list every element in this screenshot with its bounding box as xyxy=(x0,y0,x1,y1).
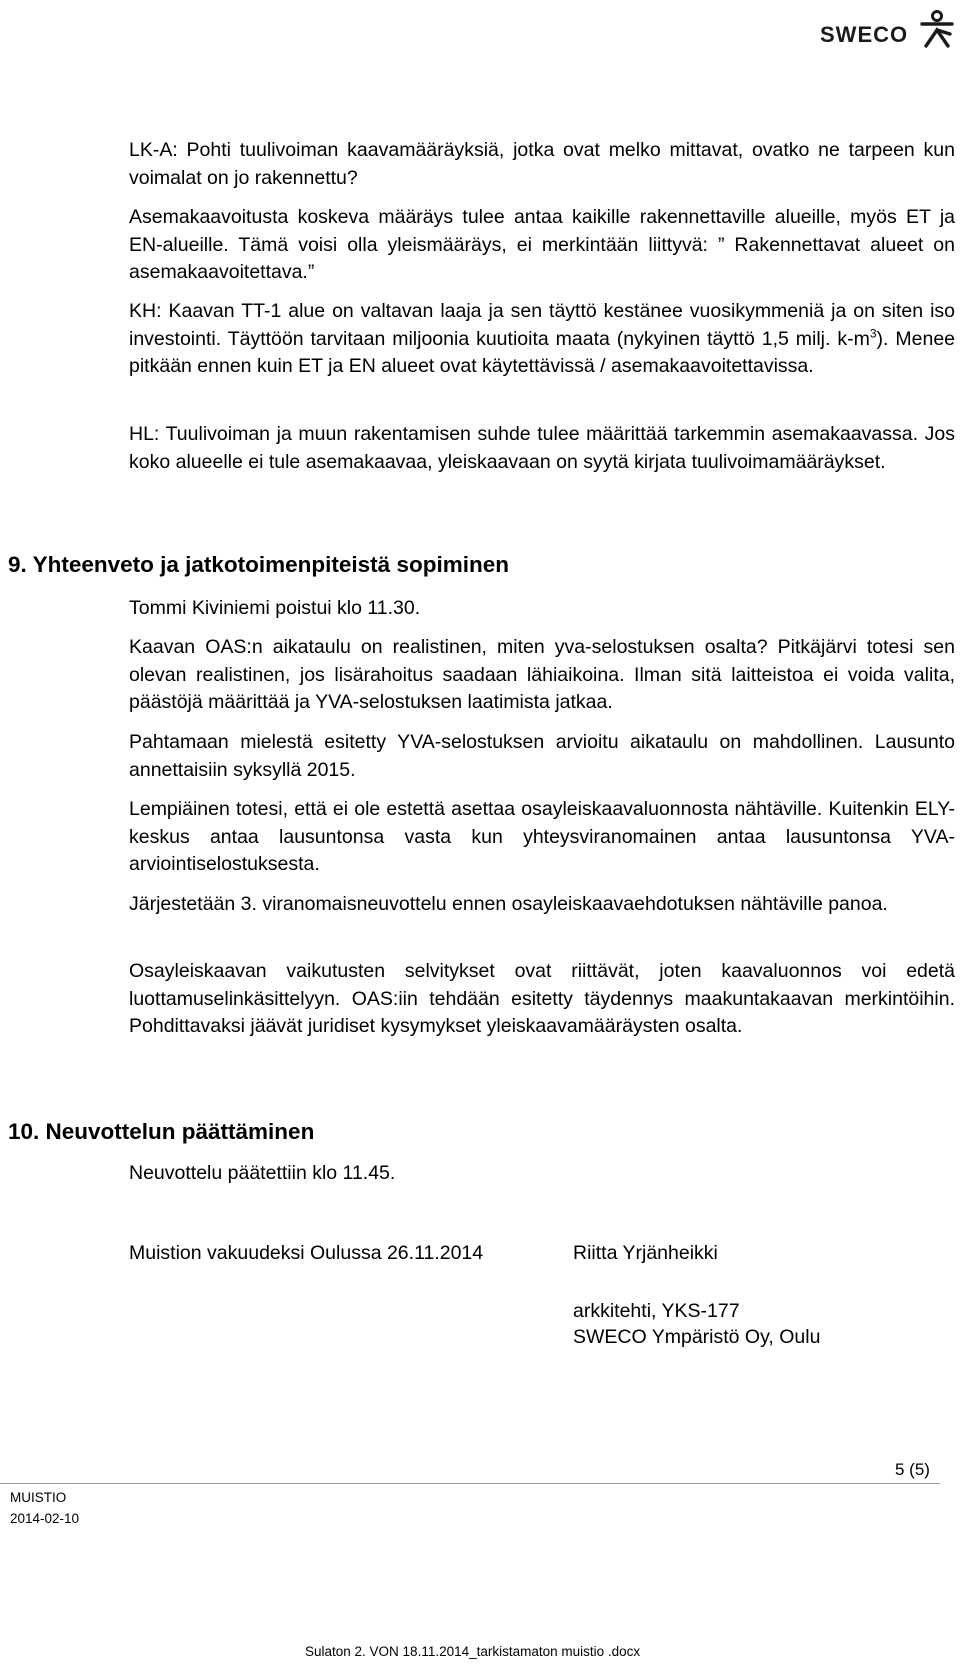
logo-text: SWECO xyxy=(820,22,909,47)
signature-place-date: Muistion vakuudeksi Oulussa 26.11.2014 xyxy=(129,1242,484,1264)
doc-date: 2014-02-10 xyxy=(10,1511,80,1526)
paragraph-kiviniemi: Tommi Kiviniemi poistui klo 11.30. xyxy=(129,597,421,619)
footer-divider xyxy=(0,1483,940,1484)
paragraph-kh xyxy=(129,298,955,381)
paragraph-kh-text-a: KH: Kaavan TT-1 alue on valtavan laaja ja sen täyttö kestänee vuosikymmeniä ja on siten iso investointi. Täyttöön tarvitaan miljoonia kuutioita maata (nykyinen täyttö 1,5 milj. k-m xyxy=(129,300,955,350)
signature-title: arkkitehti, YKS-177 xyxy=(573,1300,740,1322)
paragraph-lempiainen: Lempiäinen totesi, että ei ole estettä asettaa osayleiskaavaluonnosta nähtäville. Kuitenkin ELY-keskus antaa lausuntonsa vasta kun yhteysviranomainen antaa lausuntonsa YVA-arviointiselostuksesta. xyxy=(129,798,955,875)
signature-name: Riitta Yrjänheikki xyxy=(573,1242,718,1264)
section-heading-9: 9. Yhteenveto ja jatkotoimenpiteistä sopiminen xyxy=(8,552,509,577)
paragraph-asemakaava: Asemakaavoitusta koskeva määräys tulee antaa kaikille rakennettaville alueille, myös ET ja EN-alueille. Tämä voisi olla yleismääräys, ei merkintään liittyvä: ” Rakennettavat alueet on asemakaavoitettava.” xyxy=(129,206,955,283)
paragraph-oas-aikataulu: Kaavan OAS:n aikataulu on realistinen, miten yva-selostuksen osalta? Pitkäjärvi totesi sen olevan realistinen, jos lisärahoitus saadaan lähiaikoina. Ilman sitä laitteistoa ei voida valita, päästöjä määrittää ja YVA-selostuksen laatimista jatkaa. xyxy=(129,636,955,713)
doc-type: MUISTIO xyxy=(10,1490,67,1505)
paragraph-jarjestetaan: Järjestetään 3. viranomaisneuvottelu ennen osayleiskaavaehdotuksen nähtäville panoa. xyxy=(129,893,888,915)
superscript: 3 xyxy=(869,326,877,340)
paragraph-osayleiskaava: Osayleiskaavan vaikutusten selvitykset ovat riittävät, joten kaavaluonnos voi edetä luottamuselinkäsittelyyn. OAS:iin tehdään esitetty täydennys maakuntakaavan merkintöihin. Pohdittavaksi jäävät juridiset kysymykset yleiskaavamääräysten osalta. xyxy=(129,960,955,1037)
paragraph-kh-text-b: ). Menee pitkään ennen kuin ET ja EN alueet ovat käytettävissä / asemakaavoitettavissa. xyxy=(129,327,956,377)
paragraph-lk-a: LK-A: Pohti tuulivoiman kaavamääräyksiä, jotka ovat melko mittavat, ovatko ne tarpeen kun voimalat on jo rakennettu? xyxy=(129,139,955,189)
paragraph-paattaminen: Neuvottelu päätettiin klo 11.45. xyxy=(129,1162,396,1184)
page-number: 5 (5) xyxy=(895,1460,930,1479)
signature-company: SWECO Ympäristö Oy, Oulu xyxy=(573,1326,821,1348)
section-heading-10: 10. Neuvottelun päättäminen xyxy=(8,1119,315,1144)
sweco-logo xyxy=(820,8,960,48)
sweco-figure-icon xyxy=(920,10,954,48)
paragraph-hl: HL: Tuulivoiman ja muun rakentamisen suhde tulee määrittää tarkemmin asemakaavassa. Jos koko alueelle ei tule asemakaavaa, yleiskaavaan on syytä kirjata tuulivoimamääräykset. xyxy=(129,423,955,473)
file-name: Sulaton 2. VON 18.11.2014_tarkistamaton muistio .docx xyxy=(305,1644,641,1659)
paragraph-pahtamaa: Pahtamaan mielestä esitetty YVA-selostuksen arvioitu aikataulu on mahdollinen. Lausunto annettaisiin syksyllä 2015. xyxy=(129,731,955,781)
